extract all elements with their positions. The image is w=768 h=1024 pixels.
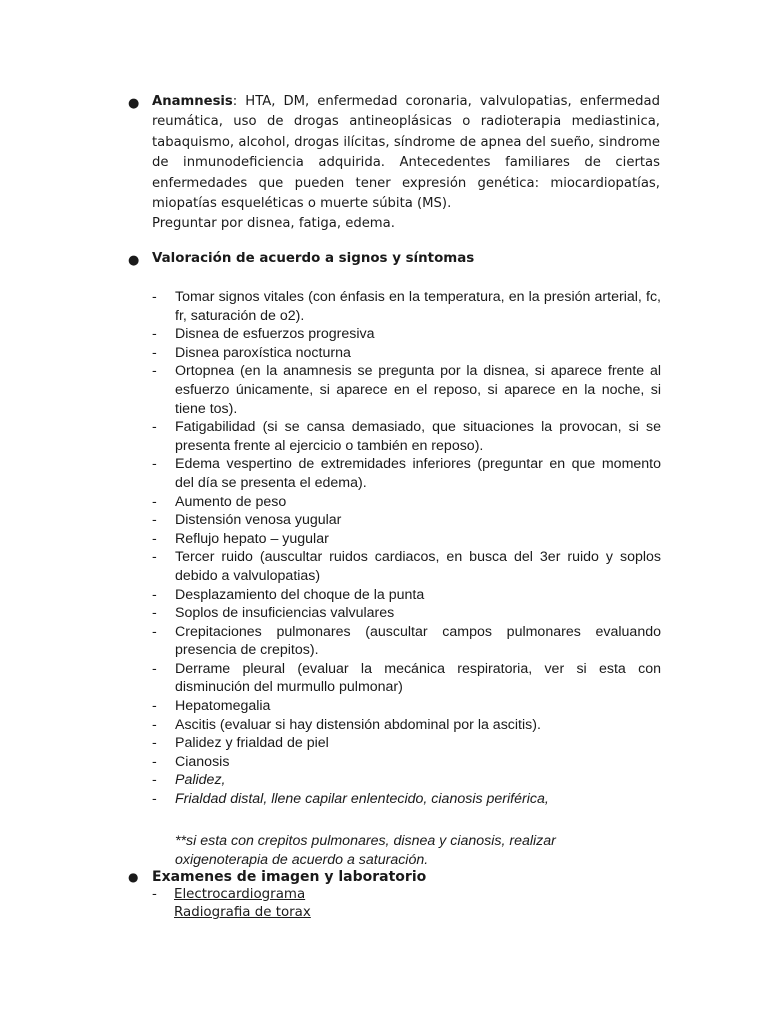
bullet-marker: ●: [128, 253, 140, 268]
list-item: - Edema vespertino de extremidades inferiores (preguntar en que momento del día se presenta el edema).: [152, 456, 661, 491]
list-item: - Disnea paroxística nocturna: [152, 344, 351, 361]
anamnesis-paragraph: [152, 92, 660, 214]
list-item: - Palidez,: [152, 772, 226, 789]
list-item: - Frialdad distal, llene capilar enlentecido, cianosis periférica,: [152, 791, 549, 808]
list-item: - Reflujo hepato – yugular: [152, 530, 329, 547]
list-item: - Desplazamiento del choque de la punta: [152, 586, 425, 603]
list-item: - Crepitaciones pulmonares (auscultar campos pulmonares evaluando presencia de crepitos).: [152, 623, 661, 659]
list-item: - Cianosis: [152, 753, 230, 770]
list-item: - Fatigabilidad (si se cansa demasiado, que situaciones la provocan, si se presenta frente al ejercicio o también en reposo).: [152, 419, 661, 454]
signs-heading: Valoración de acuerdo a signos y síntomas: [152, 251, 475, 266]
list-item: - Ortopnea (en la anamnesis se pregunta por la disnea, si aparece frente al esfuerzo únicamente, si aparece en el reposo, si aparece en la noche, si tiene tos).: [152, 363, 661, 417]
list-item: - Disnea de esfuerzos progresiva: [152, 326, 375, 343]
exams-heading: Examenes de imagen y laboratorio: [152, 869, 427, 885]
bullet-marker: ●: [128, 870, 139, 884]
anamnesis-extra: Preguntar por disnea, fatiga, edema.: [152, 216, 395, 231]
list-item: - Ascitis (evaluar si hay distensión abdominal por la ascitis).: [152, 716, 541, 733]
anamnesis-text: : HTA, DM, enfermedad coronaria, valvulopatias, enfermedad reumática, uso de drogas antineoplásicas o radioterapia mediastinica, tabaquismo, alcohol, drogas ilícitas, síndrome de apnea del sueño, sindrome de inmunodeficiencia adquirida. Antecedentes familiares de ciertas enfermedades que pueden tener expresión genética: miocardiopatías, miopatías esqueléticas o muerte súbita (MS).: [152, 94, 660, 212]
crepitos-note: **si esta con crepitos pulmonares, disnea y cianosis, realizar oxigenoterapia de acuerdo a saturación.: [175, 833, 556, 868]
bullet-marker: ●: [128, 96, 140, 111]
list-item: - Derrame pleural (evaluar la mecánica respiratoria, ver si esta con disminución del murmullo pulmonar): [152, 660, 661, 696]
list-item: - Distensión venosa yugular: [152, 512, 342, 529]
exam-item-ecg: - Electrocardiograma: [152, 887, 306, 902]
list-item: - Soplos de insuficiencias valvulares: [152, 605, 395, 622]
list-item: - Hepatomegalia: [152, 698, 271, 715]
list-item: - Tercer ruido (auscultar ruidos cardiacos, en busca del 3er ruido y soplos debido a valvulopatias): [152, 549, 661, 584]
signs-list: [152, 288, 661, 809]
anamnesis-label: Anamnesis: [152, 94, 233, 109]
list-item: - Aumento de peso: [152, 493, 287, 510]
list-item: - Tomar signos vitales (con énfasis en la temperatura, en la presión arterial, fc, fr, saturación de o2).: [152, 289, 661, 324]
exam-item-xray: Radiografia de torax: [174, 905, 311, 920]
list-item: - Palidez y frialdad de piel: [152, 735, 329, 752]
